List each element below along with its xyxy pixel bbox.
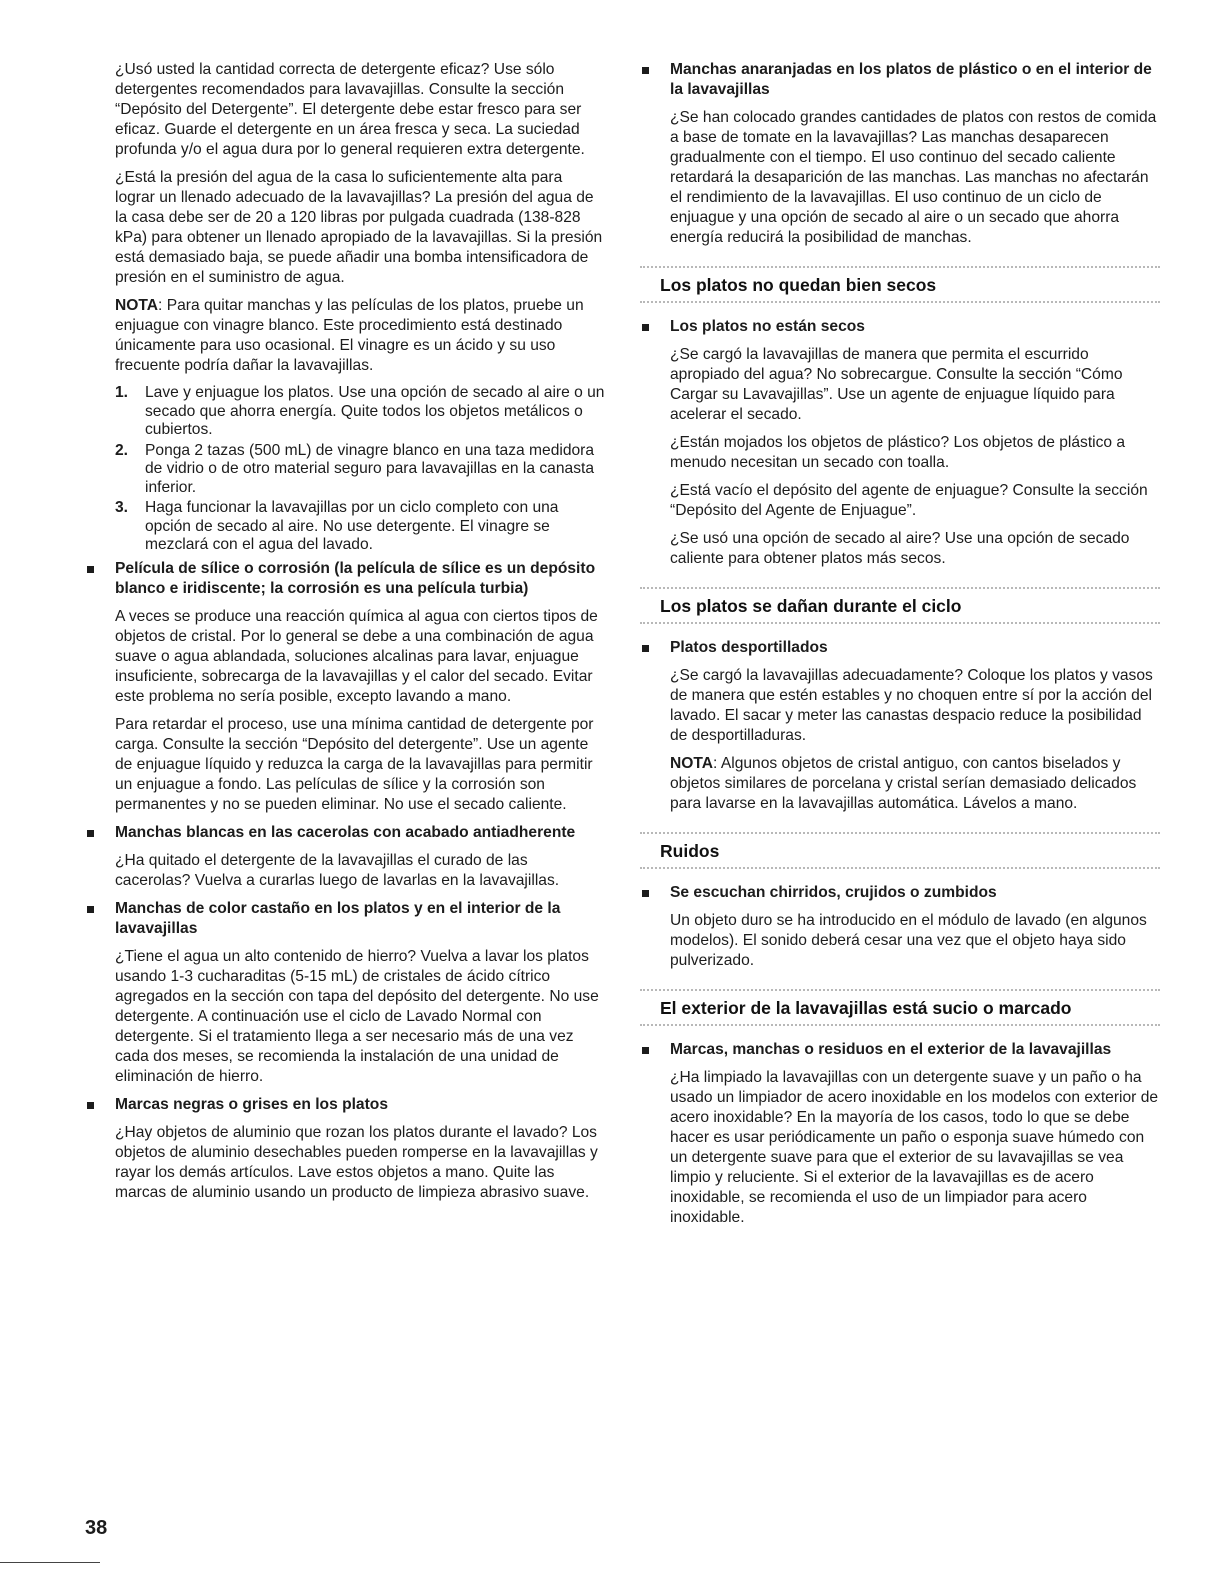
section-title-noises: Ruidos	[640, 832, 1160, 869]
brown-stains-heading	[85, 899, 605, 939]
step-text: Haga funcionar la lavavajillas por un ciclo completo con una opción de secado al aire. No use detergente. El vinagre se mezclará con el agua del lavado.	[145, 499, 559, 553]
note-label: NOTA	[115, 297, 159, 314]
bullet-icon	[87, 830, 94, 837]
chipped-dishes-paragraph: ¿Se cargó la lavavajillas adecuadamente? Coloque los platos y vasos de manera que estén estables y no choquen entre sí por la acción del lavado. El sacar y meter las canastas despacio reduce la posibilidad de desportilladuras.	[670, 667, 1153, 744]
silica-paragraph-2: Para retardar el proceso, use una mínima cantidad de detergente por carga. Consulte la sección “Depósito del detergente”. Use un agente de enjuague líquido y reduzca la carga de la lavavajillas para permitir un enjuague a fondo. Las películas de sílice y la corrosión son permanentes y no se pueden eliminar. No use el secado caliente.	[115, 715, 594, 813]
water-pressure-paragraph: ¿Está la presión del agua de la casa lo suficientemente alta para lograr un llenado adecuado de la lavavajillas? La presión del agua de la casa debe ser de 20 a 120 libras por pulgada cuadrada (138-828 kPa) para obtener un llenado apropiado de la lavavajillas. Si la presión está demasiado baja, se puede añadir una bomba intensificadora de presión en el suministro de agua.	[115, 169, 603, 286]
heading-text: Manchas de color castaño en los platos y en el interior de la lavavajillas	[115, 899, 561, 937]
white-spots-paragraph: ¿Ha quitado el detergente de la lavavajillas el curado de las cacerolas? Vuelva a curarlas luego de lavarlas en la lavavajillas.	[115, 851, 560, 889]
not-dry-paragraph-1: ¿Se cargó la lavavajillas de manera que permita el escurrido apropiado del agua? No sobrecargue. Consulte la sección “Cómo Cargar su Lavavajillas”. Use un agente de enjuague líquido para acelerar el secado.	[670, 346, 1123, 423]
bullet-icon	[642, 1047, 649, 1054]
not-dry-heading	[640, 317, 1160, 337]
list-item	[115, 499, 605, 555]
antique-glass-note	[670, 754, 1160, 814]
section-title-dishes-damaged: Los platos se dañan durante el ciclo	[640, 587, 1160, 624]
brown-stains-paragraph: ¿Tiene el agua un alto contenido de hierro? Vuelva a lavar los platos usando 1-3 cucharaditas (5-15 mL) de cristales de ácido cítrico agregados en la sección con tapa del depósito del detergente. No use detergente. A continuación use el ciclo de Lavado Normal con detergente. Si el tratamiento llega a ser necesario más de una vez cada dos meses, se recomienda la instalación de una unidad de eliminación de hierro.	[115, 947, 599, 1085]
heading-text: Platos desportillados	[670, 639, 828, 656]
step-number: 1.	[115, 384, 129, 401]
vinegar-note	[115, 296, 605, 376]
silica-paragraph-1: A veces se produce una reacción química al agua con ciertos tipos de objetos de cristal. Por lo general se debe a una combinación de agua suave o agua ablandada, soluciones alcalinas para lavar, enjuague insuficiente, sobrecarga de la lavavajillas y el calor del secado. Evitar este problema no sería posible, excepto lavando a mano.	[115, 607, 598, 705]
list-item	[115, 384, 605, 440]
bullet-icon	[642, 67, 649, 74]
page-number: 38	[85, 1517, 108, 1539]
white-spots-heading	[85, 823, 605, 843]
section-title-dishes-not-dry: Los platos no quedan bien secos	[640, 266, 1160, 303]
exterior-marks-paragraph: ¿Ha limpiado la lavavajillas con un detergente suave y un paño o ha usado un limpiador de acero inoxidable en los modelos con exterior de acero inoxidable? En la mayoría de los casos, todo lo que se debe hacer es usar periódicamente un paño o esponja suave húmedo con un detergente suave para que el exterior de su lavavajillas se vea limpio y reluciente. Si el exterior de la lavavajillas es de acero inoxidable, se recomienda el uso de un limpiador para acero inoxidable.	[670, 1069, 1159, 1226]
section-title-exterior-dirty: El exterior de la lavavajillas está sucio o marcado	[640, 989, 1160, 1026]
silica-film-heading	[85, 559, 605, 599]
detergent-paragraph: ¿Usó usted la cantidad correcta de detergente eficaz? Use sólo detergentes recomendados para lavavajillas. Consulte la sección “Depósito del Detergente”. El detergente debe estar fresco para ser eficaz. Guarde el detergente en un área fresca y seca. La suciedad profunda y/o el agua dura por lo general requieren extra detergente.	[115, 61, 585, 158]
bullet-icon	[642, 645, 649, 652]
heading-text: Marcas, manchas o residuos en el exterior de la lavavajillas	[670, 1041, 1112, 1058]
not-dry-paragraph-4: ¿Se usó una opción de secado al aire? Use una opción de secado caliente para obtener platos más secos.	[670, 530, 1130, 567]
step-text: Lave y enjuague los platos. Use una opción de secado al aire o un secado que ahorra energía. Quite todos los objetos metálicos o cubiertos.	[145, 384, 605, 438]
heading-text: Manchas blancas en las cacerolas con acabado antiadherente	[115, 823, 576, 841]
left-column	[85, 60, 605, 1211]
orange-stains-paragraph: ¿Se han colocado grandes cantidades de platos con restos de comida a base de tomate en la lavavajillas? Las manchas desaparecen gradualmente con el tiempo. El uso continuo del secado caliente retardará la desaparición de las manchas. Las manchas no afectarán el rendimiento de la lavavajillas. El uso continuo de un ciclo de enjuague y una opción de secado al aire o un secado que ahorra energía reducirá la posibilidad de manchas.	[670, 109, 1157, 246]
noises-heading	[640, 883, 1160, 903]
exterior-marks-heading	[640, 1040, 1160, 1060]
right-column	[640, 60, 1160, 1236]
black-marks-paragraph: ¿Hay objetos de aluminio que rozan los platos durante el lavado? Los objetos de aluminio desechables pueden romperse en la lavavajillas y rayar los demás artículos. Lave estos objetos a mano. Quite las marcas de aluminio usando un producto de limpieza abrasivo suave.	[115, 1123, 598, 1201]
not-dry-paragraph-2: ¿Están mojados los objetos de plástico? Los objetos de plástico a menudo necesitan un secado con toalla.	[670, 434, 1126, 471]
orange-stains-heading	[640, 60, 1160, 100]
noises-paragraph: Un objeto duro se ha introducido en el módulo de lavado (en algunos modelos). El sonido deberá cesar una vez que el objeto haya sido pulverizado.	[670, 912, 1147, 969]
bullet-icon	[87, 1102, 94, 1109]
step-text: Ponga 2 tazas (500 mL) de vinagre blanco en una taza medidora de vidrio o de otro material seguro para lavavajillas en la canasta inferior.	[145, 441, 595, 496]
black-marks-heading	[85, 1095, 605, 1115]
vinegar-steps-list	[115, 384, 605, 555]
note-text: : Para quitar manchas y las películas de los platos, pruebe un enjuague con vinagre blanco. Este procedimiento está destinado únicamente para uso ocasional. El vinagre es un ácido y su uso frecuente podría dañar la lavavajillas.	[115, 297, 584, 374]
bullet-icon	[87, 906, 94, 913]
list-item	[115, 442, 605, 498]
note-text: : Algunos objetos de cristal antiguo, con cantos biselados y objetos similares de porcelana y cristal serían demasiado delicados para lavarse en la lavavajillas automática. Lávelos a mano.	[670, 755, 1137, 812]
heading-text: Película de sílice o corrosión (la película de sílice es un depósito blanco e iridiscente; la corrosión es una película turbia)	[115, 559, 596, 597]
heading-text: Los platos no están secos	[670, 318, 865, 335]
heading-text: Marcas negras o grises en los platos	[115, 1095, 388, 1113]
bullet-icon	[87, 566, 94, 573]
bottom-rule	[0, 1562, 100, 1563]
bullet-icon	[642, 890, 649, 897]
heading-text: Manchas anaranjadas en los platos de plástico o en el interior de la lavavajillas	[670, 61, 1152, 98]
heading-text: Se escuchan chirridos, crujidos o zumbidos	[670, 884, 997, 901]
chipped-dishes-heading	[640, 638, 1160, 658]
step-number: 3.	[115, 499, 129, 516]
not-dry-paragraph-3: ¿Está vacío el depósito del agente de enjuague? Consulte la sección “Depósito del Agente de Enjuague”.	[670, 482, 1148, 519]
bullet-icon	[642, 324, 649, 331]
step-number: 2.	[115, 441, 129, 459]
note-label: NOTA	[670, 755, 714, 772]
